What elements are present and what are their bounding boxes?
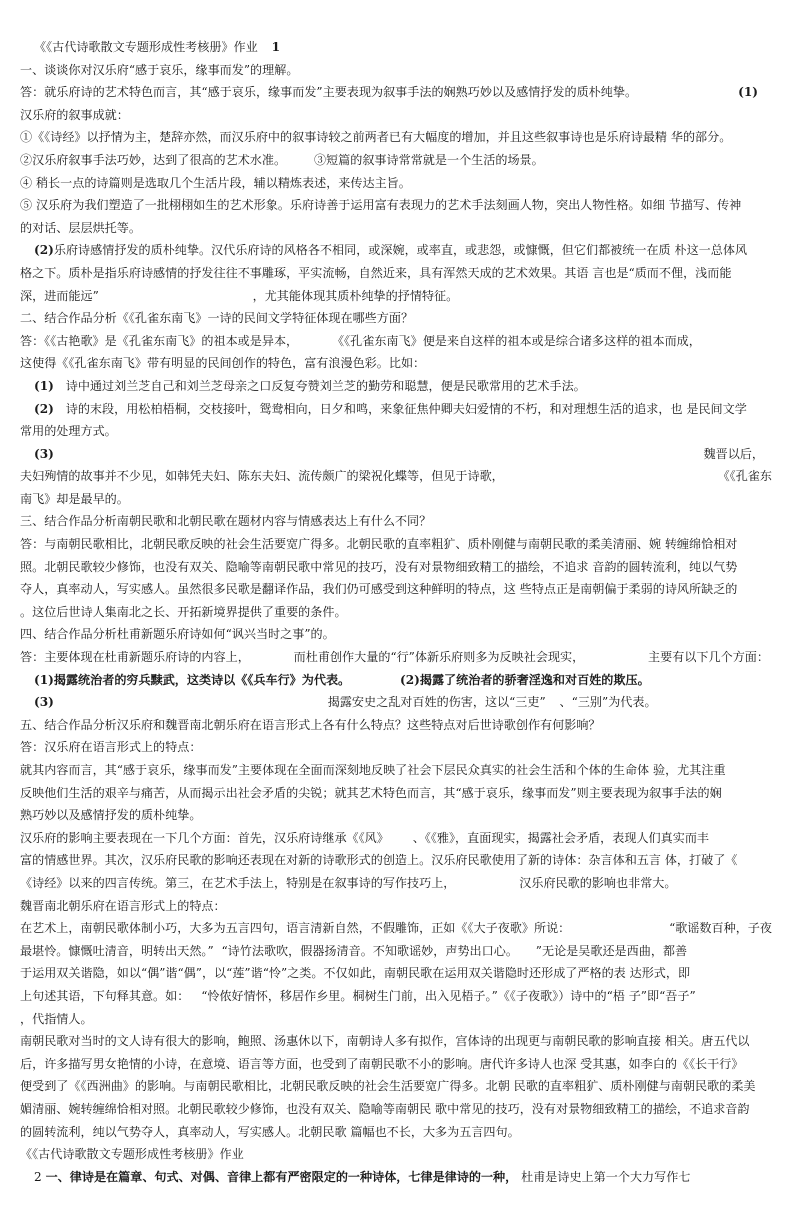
text-line bbox=[20, 669, 772, 692]
answer-1-text: 答：就乐府诗的艺术特色而言，其“感于哀乐，缘事而发”主要表现为叙事手法的娴熟巧妙以及感情抒发的质朴纯挚。 bbox=[20, 85, 638, 100]
text-line: ⑤ 汉乐府为我们塑造了一批栩栩如生的艺术形象。乐府诗善于运用富有表现力的艺术手法刻画人物，突出人物性格。如细 节描写、传神 bbox=[20, 198, 742, 213]
text-line: 的圆转流利，纯以气势夺人，真率动人，写实感人。北朝民歌 篇幅也不长，大多为五言四句。 bbox=[20, 1124, 520, 1139]
text-line: 于运用双关谐隐，如以“偶”谐“偶”，以“莲”谐“怜”之类。不仅如此，南朝民歌在运用双关谐隐时还形成了严格的表 达形式，即 bbox=[20, 966, 691, 981]
text-line bbox=[20, 872, 772, 895]
text-line: 就其内容而言，其“感于哀乐，缘事而发”主要体现在全面而深刻地反映了社会下层民众真实的社会生活和个体的生命体 验，尤其注重 bbox=[20, 763, 726, 777]
text-segment: 《《孔雀东南飞》便是来自这样的祖本或是综合诸多这样的祖本而成， bbox=[332, 333, 701, 348]
text-line: 反映他们生活的艰辛与痛苦，从而揭示出社会矛盾的尖锐；就其艺术特色而言，其“感于哀乐，缘事而发”则主要表现为叙事手法的娴 bbox=[20, 785, 722, 800]
text-line bbox=[20, 827, 772, 850]
text-line bbox=[20, 1188, 772, 1211]
question-4: 四、结合作品分析杜甫新题乐府诗如何“讽兴当时之事”的。 bbox=[20, 627, 335, 642]
text-segment: 汉乐府的影响主要表现在一下几个方面：首先，汉乐府诗继承《《风》 bbox=[20, 830, 389, 845]
text-line: 答：与南朝民歌相比，北朝民歌反映的社会生活要宽广得多。北朝民歌的直率粗犷、质朴刚健与南朝民歌的柔美清丽、婉 转缠绵恰相对 bbox=[20, 537, 738, 552]
text-line: 的对话、层层烘托等。 bbox=[20, 220, 141, 235]
text-segment: 答：《《古艳歌》是《孔雀东南飞》的祖本或是异本， bbox=[20, 333, 299, 348]
text-segment: 2 bbox=[34, 1169, 42, 1184]
text-segment: 上句述其语，下句释其意。如： bbox=[20, 988, 190, 1003]
text-line bbox=[20, 81, 772, 104]
text-segment: 乐府诗感情抒发的质朴纯挚。汉代乐府诗的风格各不相同，或深婉，或率直，或悲怨，或慷慨，但它们都被统一在质 朴这一总体风 bbox=[53, 243, 748, 258]
question-2: 二、结合作品分析《《孔雀东南飞》一诗的民间文学特征体现在哪些方面？ bbox=[20, 311, 414, 326]
text-segment: 诗的末段，用松柏梧桐，交枝接叶，鸳鸯相向，日夕和鸣，来象征焦仲卿夫妇爱情的不朽，和对理想生活的追求，也 是民间文学 bbox=[65, 401, 747, 416]
text-line: 照。北朝民歌较少修饰，也没有双关、隐喻等南朝民歌中常见的技巧，没有对景物细致精工的描绘，不追求 音韵的圆转流利，纯以气势 bbox=[20, 559, 738, 574]
text-segment: 主要有以下几个方面： bbox=[648, 650, 769, 665]
question-3: 三、结合作品分析南朝民歌和北朝民歌在题材内容与情感表达上有什么不同？ bbox=[20, 514, 432, 529]
text-line: 后，许多描写男女艳情的小诗，在意境、语言等方面，也受到了南朝民歌不小的影响。唐代许多诗人也深 受其惠，如李白的《《长干行》 bbox=[20, 1056, 744, 1071]
text-line bbox=[20, 443, 772, 466]
text-segment: (1)揭露统治者的穷兵黩武，这类诗以《《兵车行》为代表。 bbox=[34, 672, 351, 687]
text-line bbox=[20, 398, 772, 421]
text-segment: “歌谣数百种，子夜 bbox=[669, 921, 772, 936]
text-segment: 杜甫是诗史上第一个大力写作七 bbox=[521, 1169, 691, 1184]
text-segment: 揭露安史之乱对百姓的伤害，这以“三吏” bbox=[327, 695, 546, 710]
text-line: 夺人，真率动人，写实感人。虽然很多民歌是翻译作品，我们仍可感受到这种鲜明的特点，这 些特点正是南朝偏于柔弱的诗风所缺乏的 bbox=[20, 582, 738, 597]
text-line: 便受到了《《西洲曲》的影响。与南朝民歌相比，北朝民歌反映的社会生活要宽广得多。北朝 民歌的直率粗犷、质朴刚健与南朝民歌的柔美 bbox=[20, 1079, 756, 1094]
text-line: 常用的处理方式。 bbox=[20, 424, 117, 439]
text-line: ，代指情人。 bbox=[20, 1011, 93, 1026]
text-line: 。这位后世诗人集南北之长、开拓新境界提供了重要的条件。 bbox=[20, 604, 347, 619]
list-marker: (1) bbox=[738, 85, 758, 100]
text-line: 南飞》却是最早的。 bbox=[20, 491, 129, 506]
list-marker: (3) bbox=[34, 446, 54, 461]
text-line bbox=[20, 1166, 772, 1189]
question-5: 五、结合作品分析汉乐府和魏晋南北朝乐府在语言形式上各有什么特点？这些特点对后世诗歌创作有何影响？ bbox=[20, 717, 601, 732]
list-marker: 一、律诗是在篇章、句式、对偶、音律上都有严密限定的一种诗体，七律是律诗的一种， bbox=[45, 1169, 518, 1184]
subheading: 魏晋南北朝乐府在语言形式上的特点： bbox=[20, 898, 226, 913]
doc-title-line bbox=[20, 36, 772, 59]
text-segment: 最堪怜。慷慨吐清音，明转出天然。” bbox=[20, 943, 214, 958]
text-line bbox=[20, 917, 772, 940]
text-segment: 、《《雅》，直面现实，揭露社会矛盾，表现人们真实而丰 bbox=[412, 830, 710, 845]
text-line bbox=[20, 330, 772, 353]
subheading: 汉乐府的叙事成就： bbox=[20, 107, 129, 122]
text-segment: ②汉乐府叙事手法巧妙，达到了很高的艺术水准。 bbox=[20, 152, 287, 167]
text-line bbox=[20, 285, 772, 308]
text-segment: 《《孔雀东 bbox=[717, 469, 772, 484]
text-line bbox=[20, 149, 772, 172]
text-line: 南朝民歌对当时的文人诗有很大的影响，鲍照、汤惠休以下，南朝诗人多有拟作，宫体诗的出现更与南朝民歌的影响直接 相关。唐五代以 bbox=[20, 1034, 750, 1049]
text-segment: 诗中通过刘兰芝自己和刘兰芝母亲之口反复夸赞刘兰芝的勤劳和聪慧，便是民歌常用的艺术手法。 bbox=[65, 378, 586, 393]
list-marker: (2) bbox=[34, 243, 54, 258]
text-line: 媚清丽、婉转缠绵恰相对照。北朝民歌较少修饰，也没有双关、隐喻等南朝民 歌中常见的技巧，没有对景物细致精工的描绘，不追求音韵 bbox=[20, 1101, 750, 1116]
text-segment: ③短篇的叙事诗常常就是一个生活的场景。 bbox=[313, 152, 544, 167]
text-segment: 而杜甫创作大量的“行”体新乐府则多为反映社会现实， bbox=[293, 650, 585, 665]
list-marker: (1) bbox=[34, 378, 54, 393]
text-segment: 汉乐府民歌的影响也非常大。 bbox=[519, 875, 677, 890]
text-line: 格之下。质朴是指乐府诗感情的抒发往往不事雕琢，平实流畅，自然近来，具有浑然天成的艺术效果。其语 言也是“质而不俚，浅而能 bbox=[20, 265, 732, 280]
text-line: 这使得《《孔雀东南飞》带有明显的民间创作的特色，富有浪漫色彩。比如： bbox=[20, 356, 426, 371]
text-line: 熟巧妙以及感情抒发的质朴纯挚。 bbox=[20, 808, 202, 823]
text-segment: 夫妇殉情的故事并不少见，如韩凭夫妇、陈东夫妇、流传颇广的梁祝化蝶等，但见于诗歌， bbox=[20, 469, 504, 484]
text-line: ①《《诗经》以抒情为主，楚辞亦然，而汉乐府中的叙事诗较之前两者已有大幅度的增加，并且这些叙事诗也是乐府诗最精 华的部分。 bbox=[20, 130, 732, 145]
list-marker: (2) bbox=[34, 401, 54, 416]
text-line: ④ 稍长一点的诗篇则是选取几个生活片段，辅以精炼表述，来传达主旨。 bbox=[20, 175, 411, 190]
text-line bbox=[20, 375, 772, 398]
text-line bbox=[20, 691, 772, 714]
text-segment: “诗竹法歌吹，假器扬清音。不知歌谣妙，声势出口心。 bbox=[221, 943, 518, 958]
text-line bbox=[20, 940, 772, 963]
text-segment: “怜侬好情怀，移居作乡里。桐树生门前，出入见梧子。”《《子夜歌》）诗中的“梧 子”即“吾子” bbox=[201, 988, 696, 1003]
text-segment: 答：主要体现在杜甫新题乐府诗的内容上， bbox=[20, 650, 250, 665]
text-segment: 魏晋以后， bbox=[703, 446, 764, 461]
text-segment: (2)揭露了统治者的骄奢淫逸和对百姓的欺压。 bbox=[400, 672, 650, 687]
text-segment: 《诗经》以来的四言传统。第三，在艺术手法上，特别是在叙事诗的写作技巧上， bbox=[20, 875, 456, 890]
text-segment: ”无论是吴歌还是西曲，都善 bbox=[535, 943, 688, 958]
doc-title: 《《古代诗歌散文专题形成性考核册》作业 bbox=[34, 40, 258, 54]
subheading: 答：汉乐府在语言形式上的特点： bbox=[20, 740, 202, 755]
text-line bbox=[20, 239, 772, 262]
text-line bbox=[20, 646, 772, 669]
text-line: 富的情感世界。其次，汉乐府民歌的影响还表现在对新的诗歌形式的创造上。汉乐府民歌使用了新的诗体：杂言体和五言 体，打破了《 bbox=[20, 853, 738, 868]
text-segment: ，尤其能体现其质朴纯挚的抒情特征。 bbox=[252, 288, 459, 303]
list-marker: (3) bbox=[34, 695, 54, 710]
text-segment: 在艺术上，南朝民歌体制小巧，大多为五言四句，语言清新自然，不假雕饰，正如《《大子夜歌》所说： bbox=[20, 921, 571, 936]
text-segment: 深，进而能远” bbox=[20, 288, 99, 303]
text-line bbox=[20, 465, 772, 488]
text-segment: 、“三别”为代表。 bbox=[559, 695, 657, 710]
text-line: 《《古代诗歌散文专题形成性考核册》作业 bbox=[20, 1147, 244, 1162]
document-page bbox=[20, 36, 772, 1211]
text-line bbox=[20, 985, 772, 1008]
question-1: 一、谈谈你对汉乐府“感于哀乐，缘事而发”的理解。 bbox=[20, 62, 299, 77]
doc-title-number: 1 bbox=[271, 40, 281, 54]
